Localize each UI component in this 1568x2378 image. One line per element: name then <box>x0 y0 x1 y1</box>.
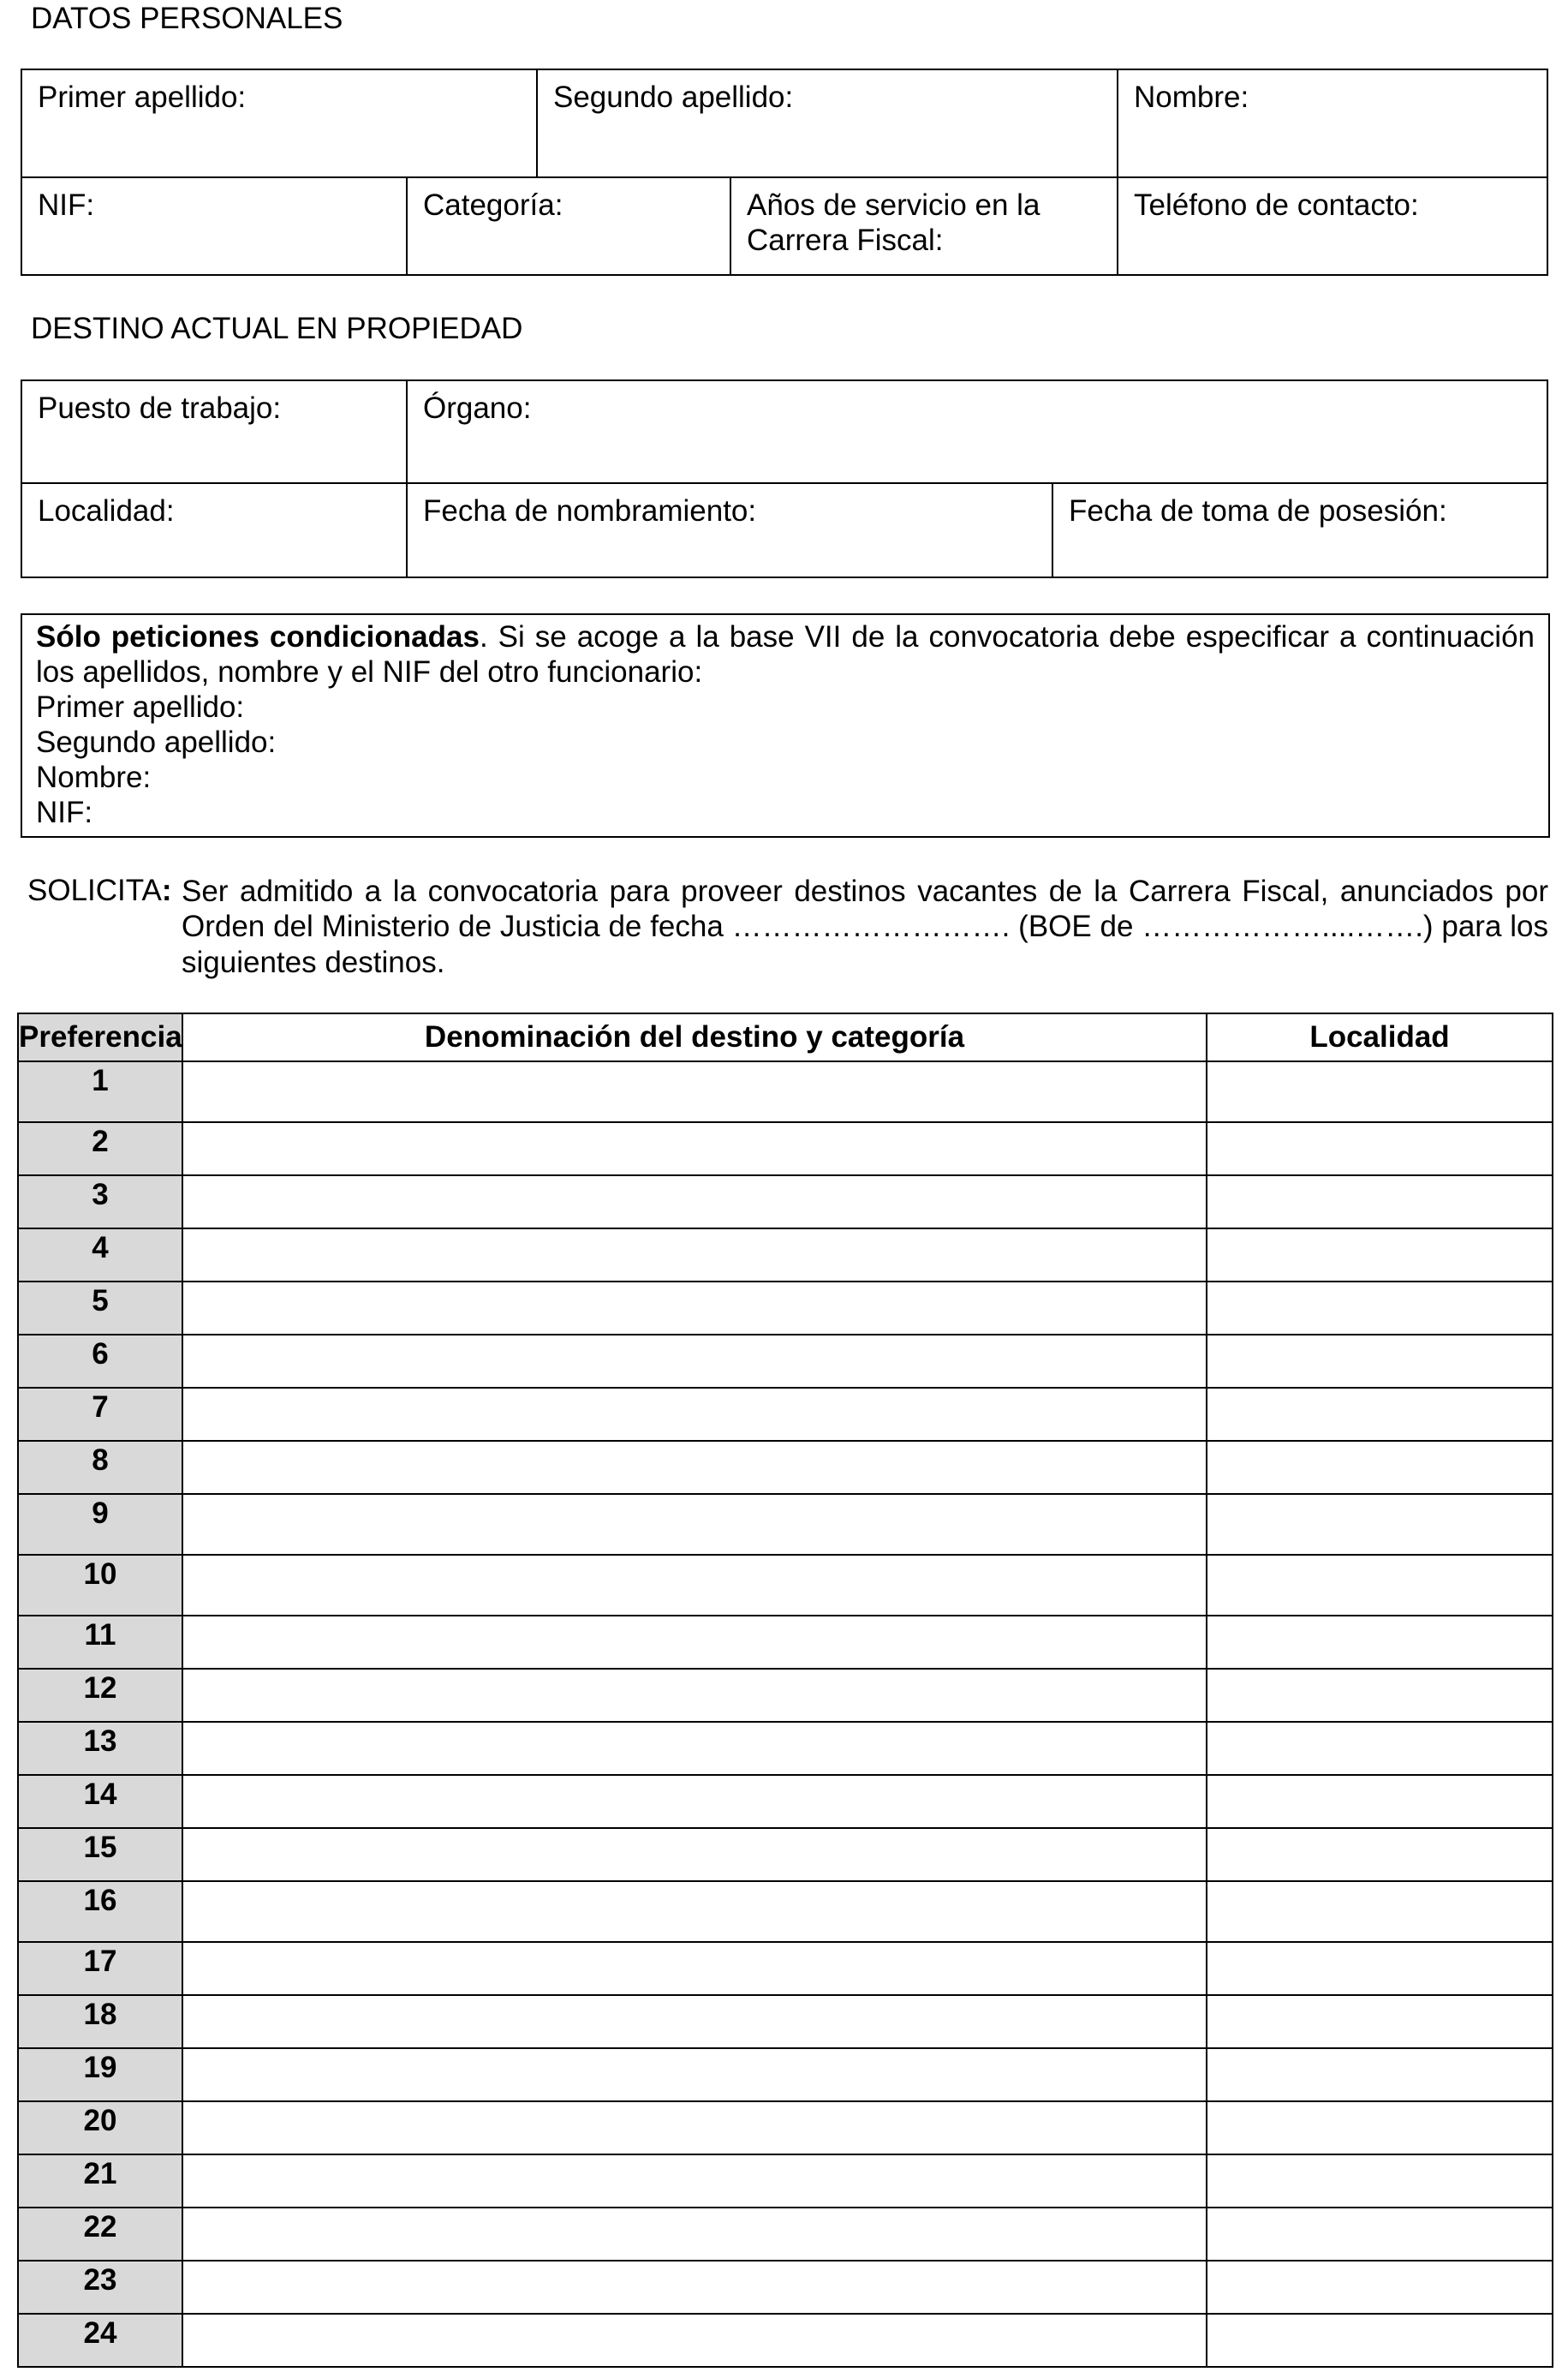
destination-cell[interactable] <box>182 2261 1207 2314</box>
solicita-line2: Orden del Ministerio de Justicia de fecha ………………………. (BOE de ………………....…….) para los <box>182 910 1548 944</box>
table-header-row <box>18 1013 1553 1061</box>
locality-cell[interactable] <box>1207 1061 1553 1122</box>
preference-number: 19 <box>18 2048 182 2101</box>
table-row <box>18 1122 1553 1175</box>
field-localidad[interactable] <box>21 482 408 578</box>
label-primer-apellido: Primer apellido: <box>38 81 247 114</box>
field-puesto-trabajo[interactable] <box>21 379 408 484</box>
locality-cell[interactable] <box>1207 1441 1553 1494</box>
label-nombre: Nombre: <box>1134 81 1249 114</box>
locality-cell[interactable] <box>1207 1228 1553 1282</box>
preference-number: 23 <box>18 2261 182 2314</box>
conditional-primer-apellido: Primer apellido: <box>36 690 245 724</box>
label-nif: NIF: <box>38 188 95 222</box>
table-row <box>18 1441 1553 1494</box>
table-row <box>18 1282 1553 1335</box>
table-row <box>18 1494 1553 1555</box>
destination-cell[interactable] <box>182 1494 1207 1555</box>
conditional-segundo-apellido: Segundo apellido: <box>36 725 277 759</box>
destination-cell[interactable] <box>182 1995 1207 2048</box>
locality-cell[interactable] <box>1207 1616 1553 1669</box>
destination-cell[interactable] <box>182 1722 1207 1775</box>
conditional-nombre: Nombre: <box>36 760 152 794</box>
table-row <box>18 1228 1553 1282</box>
field-anos-servicio[interactable] <box>730 176 1118 276</box>
locality-cell[interactable] <box>1207 1775 1553 1828</box>
locality-cell[interactable] <box>1207 2208 1553 2261</box>
destination-cell[interactable] <box>182 1555 1207 1616</box>
locality-cell[interactable] <box>1207 1722 1553 1775</box>
field-primer-apellido[interactable] <box>21 69 538 178</box>
field-segundo-apellido[interactable] <box>536 69 1118 178</box>
locality-cell[interactable] <box>1207 2048 1553 2101</box>
table-row <box>18 2208 1553 2261</box>
table-row <box>18 1616 1553 1669</box>
destination-cell[interactable] <box>182 2154 1207 2208</box>
label-segundo-apellido: Segundo apellido: <box>553 81 794 114</box>
locality-cell[interactable] <box>1207 1995 1553 2048</box>
header-localidad: Localidad <box>1207 1013 1553 1061</box>
locality-cell[interactable] <box>1207 1669 1553 1722</box>
destination-cell[interactable] <box>182 1441 1207 1494</box>
preference-number: 18 <box>18 1995 182 2048</box>
table-row <box>18 1995 1553 2048</box>
table-row <box>18 1828 1553 1881</box>
label-categoria: Categoría: <box>423 188 563 222</box>
destination-cell[interactable] <box>182 1282 1207 1335</box>
field-categoria[interactable] <box>406 176 731 276</box>
locality-cell[interactable] <box>1207 1122 1553 1175</box>
label-puesto-trabajo: Puesto de trabajo: <box>38 391 282 425</box>
destination-cell[interactable] <box>182 1942 1207 1995</box>
preference-number: 4 <box>18 1228 182 1282</box>
table-row <box>18 1175 1553 1228</box>
label-anos-servicio-line1: Años de servicio en la <box>747 188 1040 222</box>
solicita-text <box>182 874 1548 980</box>
field-fecha-posesion[interactable] <box>1052 482 1548 578</box>
destination-cell[interactable] <box>182 1881 1207 1942</box>
locality-cell[interactable] <box>1207 1388 1553 1441</box>
locality-cell[interactable] <box>1207 1175 1553 1228</box>
preference-number: 22 <box>18 2208 182 2261</box>
field-organo[interactable] <box>406 379 1548 484</box>
section-title-datos-personales: DATOS PERSONALES <box>31 2 343 35</box>
header-denominacion: Denominación del destino y categoría <box>182 1013 1207 1061</box>
preference-number: 17 <box>18 1942 182 1995</box>
preference-number: 7 <box>18 1388 182 1441</box>
destination-cell[interactable] <box>182 2048 1207 2101</box>
locality-cell[interactable] <box>1207 1282 1553 1335</box>
table-row <box>18 1555 1553 1616</box>
table-row <box>18 2101 1553 2154</box>
preference-number: 16 <box>18 1881 182 1942</box>
table-row <box>18 1061 1553 1122</box>
destination-cell[interactable] <box>182 2101 1207 2154</box>
label-anos-servicio-line2: Carrera Fiscal: <box>747 223 944 257</box>
field-nif[interactable] <box>21 176 408 276</box>
field-telefono[interactable] <box>1117 176 1548 276</box>
preference-number: 21 <box>18 2154 182 2208</box>
locality-cell[interactable] <box>1207 1881 1553 1942</box>
preference-number: 11 <box>18 1616 182 1669</box>
preference-number: 12 <box>18 1669 182 1722</box>
preference-number: 3 <box>18 1175 182 1228</box>
locality-cell[interactable] <box>1207 1555 1553 1616</box>
label-fecha-posesion: Fecha de toma de posesión: <box>1069 494 1447 528</box>
preference-number: 24 <box>18 2314 182 2367</box>
table-row <box>18 2048 1553 2101</box>
destination-cell[interactable] <box>182 1775 1207 1828</box>
conditional-text: . Si se acoge a la base VII de la convocatoria debe especificar a continuación los apellidos, nombre y el NIF del otro funcionario: <box>36 620 1535 689</box>
header-preferencia: Preferencia <box>18 1013 182 1061</box>
destination-cell[interactable] <box>182 2208 1207 2261</box>
locality-cell[interactable] <box>1207 2261 1553 2314</box>
field-nombre[interactable] <box>1117 69 1548 178</box>
table-body <box>18 1061 1553 2367</box>
table-row <box>18 1335 1553 1388</box>
solicita-line3: siguientes destinos. <box>182 945 445 979</box>
destination-cell[interactable] <box>182 1616 1207 1669</box>
destination-cell[interactable] <box>182 1828 1207 1881</box>
solicita-word: SOLICITA <box>27 874 162 907</box>
locality-cell[interactable] <box>1207 1335 1553 1388</box>
destination-cell[interactable] <box>182 1669 1207 1722</box>
preference-number: 2 <box>18 1122 182 1175</box>
destination-cell[interactable] <box>182 1228 1207 1282</box>
solicita-label <box>27 874 172 909</box>
preference-number: 1 <box>18 1061 182 1122</box>
label-organo: Órgano: <box>423 391 532 425</box>
destination-cell[interactable] <box>182 1335 1207 1388</box>
preference-number: 8 <box>18 1441 182 1494</box>
table-row <box>18 1669 1553 1722</box>
label-fecha-nombramiento: Fecha de nombramiento: <box>423 494 757 528</box>
preference-number: 15 <box>18 1828 182 1881</box>
destinations-table <box>17 1013 1553 2368</box>
conditional-requests-box[interactable] <box>21 613 1550 838</box>
destination-cell[interactable] <box>182 2314 1207 2367</box>
table-row <box>18 2314 1553 2367</box>
section-title-destino-actual: DESTINO ACTUAL EN PROPIEDAD <box>31 312 523 345</box>
table-row <box>18 1722 1553 1775</box>
preference-number: 6 <box>18 1335 182 1388</box>
locality-cell[interactable] <box>1207 2314 1553 2367</box>
locality-cell[interactable] <box>1207 1494 1553 1555</box>
table-row <box>18 1881 1553 1942</box>
destination-cell[interactable] <box>182 1388 1207 1441</box>
field-fecha-nombramiento[interactable] <box>406 482 1053 578</box>
table-row <box>18 1775 1553 1828</box>
table-row <box>18 2261 1553 2314</box>
locality-cell[interactable] <box>1207 2154 1553 2208</box>
destination-cell[interactable] <box>182 1061 1207 1122</box>
table-row <box>18 2154 1553 2208</box>
conditional-bold-label: Sólo peticiones condicionadas <box>36 620 480 654</box>
preference-number: 14 <box>18 1775 182 1828</box>
locality-cell[interactable] <box>1207 2101 1553 2154</box>
label-telefono: Teléfono de contacto: <box>1134 188 1419 222</box>
preference-number: 5 <box>18 1282 182 1335</box>
locality-cell[interactable] <box>1207 1942 1553 1995</box>
preference-number: 9 <box>18 1494 182 1555</box>
table-row <box>18 1942 1553 1995</box>
preference-number: 10 <box>18 1555 182 1616</box>
table-row <box>18 1388 1553 1441</box>
solicita-colon: : <box>161 874 172 907</box>
destination-cell[interactable] <box>182 1175 1207 1228</box>
label-localidad: Localidad: <box>38 494 175 528</box>
locality-cell[interactable] <box>1207 1828 1553 1881</box>
solicita-line1: Ser admitido a la convocatoria para proveer destinos vacantes de la Carrera Fiscal, anunciados por <box>182 875 1548 908</box>
destination-cell[interactable] <box>182 1122 1207 1175</box>
conditional-intro <box>36 620 1535 690</box>
conditional-nif: NIF: <box>36 795 93 829</box>
preference-number: 13 <box>18 1722 182 1775</box>
preference-number: 20 <box>18 2101 182 2154</box>
